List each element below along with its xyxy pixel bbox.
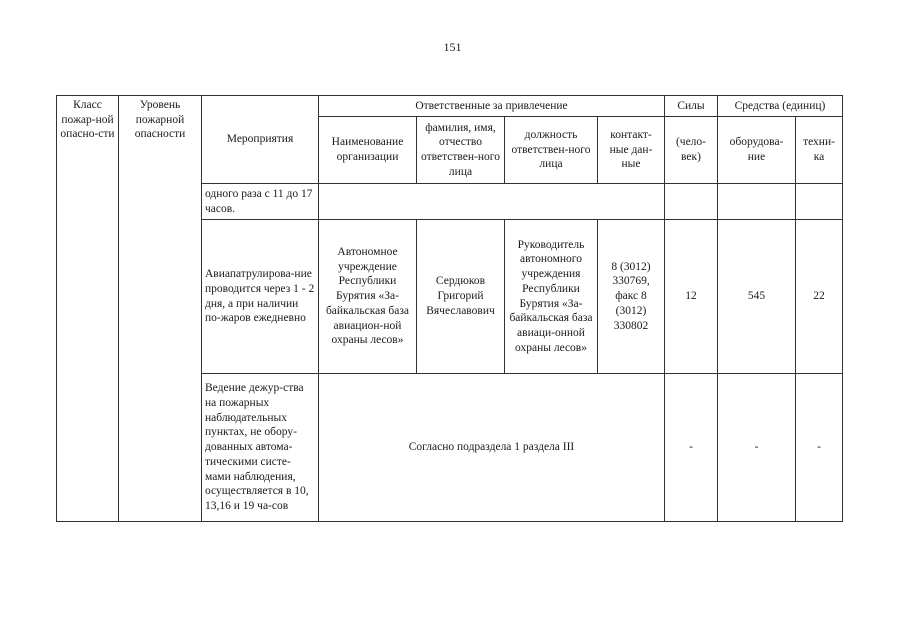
header-org-name: Наименование организации xyxy=(319,117,417,184)
header-means: Средства (единиц) xyxy=(718,96,843,117)
header-equipment: оборудова-ние xyxy=(718,117,796,184)
merged-note-cell: Согласно подраздела 1 раздела III xyxy=(319,374,665,522)
header-person-name: фамилия, имя, отчество ответствен-ного лица xyxy=(417,117,505,184)
header-position: должность ответствен-ного лица xyxy=(505,117,598,184)
header-class: Класс пожар-ной опасно-сти xyxy=(57,96,119,522)
header-level: Уровень пожарной опасности xyxy=(119,96,202,522)
people-cell: - xyxy=(665,374,718,522)
vehicles-cell: 22 xyxy=(796,220,843,374)
header-contacts: контакт-ные дан-ные xyxy=(598,117,665,184)
empty-cell xyxy=(319,184,665,220)
fire-safety-table xyxy=(56,95,843,522)
header-vehicles: техни-ка xyxy=(796,117,843,184)
header-forces: Силы xyxy=(665,96,718,117)
people-cell: 12 xyxy=(665,220,718,374)
position-cell: Руководитель автономного учреждения Республики Бурятия «За-байкальская база авиаци-онной охраны лесов» xyxy=(505,220,598,374)
measure-cell: Авиапатрулирова-ние проводится через 1 - 2 дня, а при наличии по-жаров ежедневно xyxy=(202,220,319,374)
equipment-cell: - xyxy=(718,374,796,522)
header-responsible: Ответственные за привлечение xyxy=(319,96,665,117)
measure-cell: одного раза с 11 до 17 часов. xyxy=(202,184,319,220)
organization-cell: Автономное учреждение Республики Бурятия «За-байкальская база авиацион-ной охраны лесов» xyxy=(319,220,417,374)
empty-cell xyxy=(796,184,843,220)
page-number: 151 xyxy=(443,40,462,54)
header-people: (чело-век) xyxy=(665,117,718,184)
vehicles-cell: - xyxy=(796,374,843,522)
empty-cell xyxy=(665,184,718,220)
equipment-cell: 545 xyxy=(718,220,796,374)
measure-cell: Ведение дежур-ства на пожарных наблюдательных пунктах, не обору-дованных автома-тическими систе-мами наблюдения, осуществляется в 10, 13,16 и 19 ча-сов xyxy=(202,374,319,522)
header-measures: Мероприятия xyxy=(202,96,319,184)
person-cell: Сердюков Григорий Вячеславович xyxy=(417,220,505,374)
contacts-cell: 8 (3012) 330769, факс 8 (3012) 330802 xyxy=(598,220,665,374)
empty-cell xyxy=(718,184,796,220)
